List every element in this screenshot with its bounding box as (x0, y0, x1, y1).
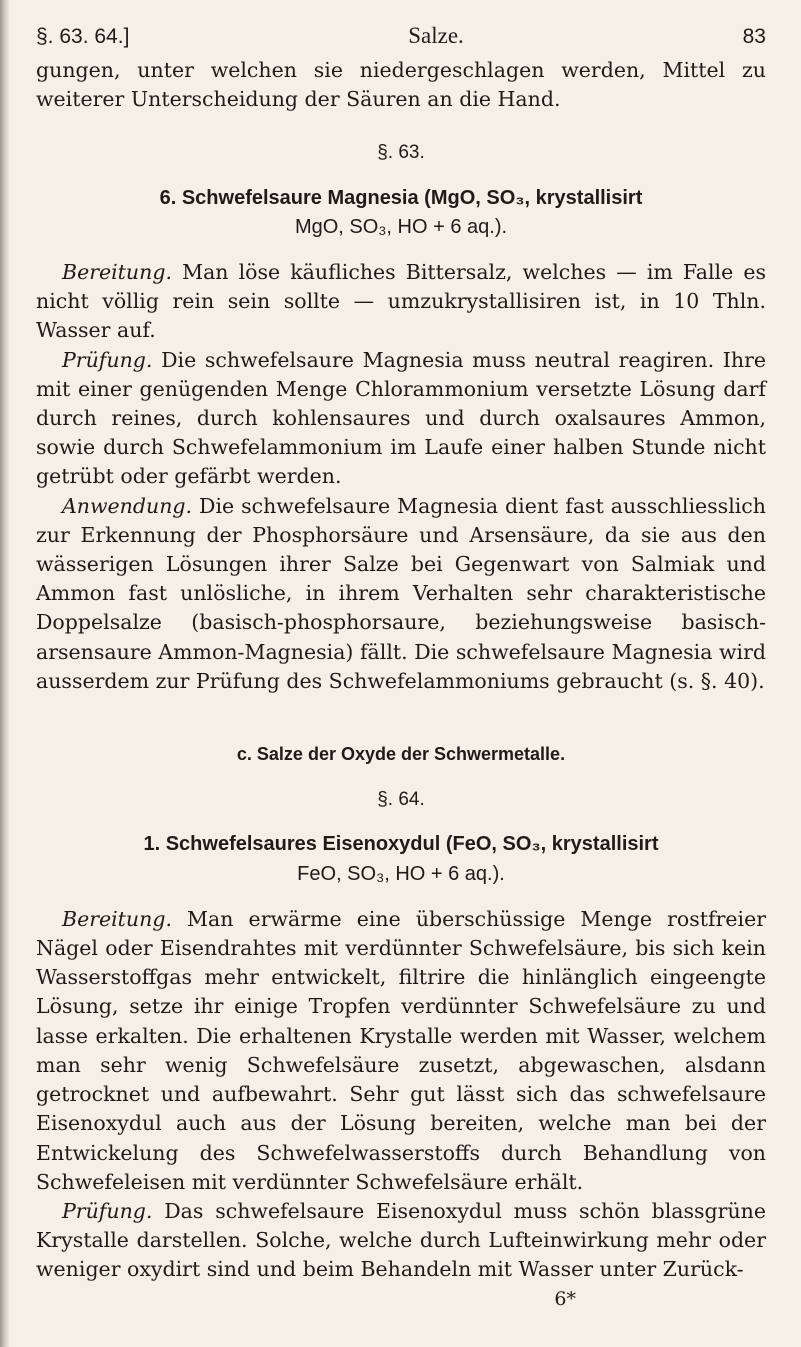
section-63-bereitung (36, 258, 766, 346)
section-63-pruefung (36, 346, 766, 492)
intro-paragraph: gungen, unter welchen sie niedergeschlagen werden, Mittel zu weiterer Unterscheidung der Säuren an die Hand. (36, 58, 766, 112)
section-64-pruefung (36, 1197, 766, 1285)
bereitung-text: Man erwärme eine überschüssige Menge rostfreier Nägel oder Eisendrahtes mit verdünnter Schwefelsäure, bis sich kein Wasserstoffgas mehr entwickelt, filtrire die hinlänglich eingeengte Lösung, setze ihr einige Tropfen verdünnter Schwefelsäure zu und lasse erkalten. Die erhaltenen Krystalle werden mit Wasser, welchem man sehr wenig Schwefelsäure zusetzt, abgewaschen, alsdann getrocknet und aufbewahrt. Sehr gut lässt sich das schwefelsaure Eisenoxydul auch aus der Lösung bereiten, welche man bei der Entwickelung des Schwefelwasserstoffs durch Behandlung von Schwefeleisen mit verdünnter Schwefelsäure erhält. (36, 906, 766, 1194)
pruefung-keyword: Prüfung. (62, 347, 153, 372)
pruefung-text: Die schwefelsaure Magnesia muss neutral reagiren. Ihre mit einer genügenden Menge Chlorammonium versetzte Lösung darf durch reines, durch kohlensaures und durch oxalsaures Ammon, sowie durch Schwefelammonium im Laufe einer halben Stunde nicht getrübt oder gefärbt werden. (36, 347, 766, 489)
section-64-formula: FeO, SO₃, HO + 6 aq.). (297, 862, 505, 885)
pruefung-text: Das schwefelsaure Eisenoxydul muss schön blassgrüne Krystalle darstellen. Solche, welche durch Lufteinwirkung mehr oder weniger oxydirt sind und beim Behandeln mit Wasser unter Zurück- (36, 1198, 766, 1282)
pruefung-keyword: Prüfung. (62, 1198, 153, 1223)
bereitung-text: Man löse käufliches Bittersalz, welches — im Falle es nicht völlig rein sein sollte — umzukrystallisiren ist, in 10 Thln. Wasser auf. (36, 260, 766, 343)
running-header (36, 16, 766, 56)
section-64-label: §. 64. (377, 789, 425, 811)
header-title: Salze. (408, 23, 464, 48)
header-section-ref: §. 63. 64.] (36, 25, 130, 48)
section-63-label: §. 63. (377, 142, 425, 164)
book-page (36, 16, 766, 1314)
section-63-heading: 6. Schwefelsaure Magnesia (MgO, SO₃, krystallisirt (159, 186, 643, 209)
bereitung-keyword: Bereitung. (62, 906, 172, 931)
page-edge-shadow (0, 0, 10, 1347)
section-63-anwendung (36, 492, 766, 696)
signature-mark: 6* (554, 1287, 576, 1310)
page-number: 83 (742, 25, 766, 48)
section-64-bereitung (36, 905, 766, 1197)
section-63-formula: MgO, SO₃, HO + 6 aq.). (294, 215, 508, 238)
anwendung-keyword: Anwendung. (62, 493, 193, 518)
heading-schwermetalle: c. Salze der Oxyde der Schwermetalle. (236, 744, 566, 765)
bereitung-keyword: Bereitung. (62, 260, 172, 285)
anwendung-text: Die schwefelsaure Magnesia dient fast ausschliesslich zur Erkennung der Phosphorsäure und Arsensäure, da sie aus den wässerigen Lösungen ihrer Salze bei Gegenwart von Salmiak und Ammon fast unlösliche, in ihrem Verhalten sehr charakteristische Doppelsalze (basisch-phosphorsaure, beziehungsweise basisch-arsensaure Ammon-Magnesia) fällt. Die schwefelsaure Magnesia wird ausserdem zur Prüfung des Schwefelammoniums gebraucht (s. §. 40). (36, 493, 766, 693)
section-64-heading: 1. Schwefelsaures Eisenoxydul (FeO, SO₃, krystallisirt (143, 833, 659, 856)
